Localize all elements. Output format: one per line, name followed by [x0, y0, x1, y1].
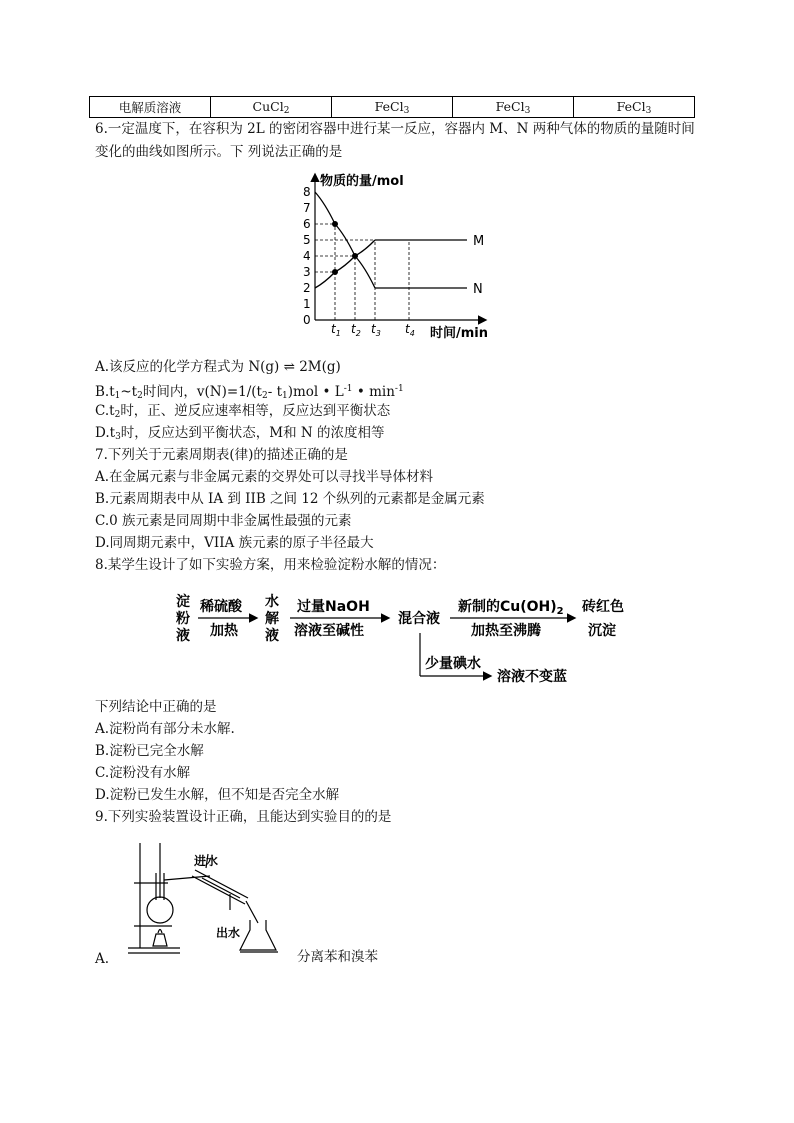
flow-step3-top: 新制的$Cu(OH)_2$ [458, 599, 564, 617]
q9-option-a-letter: A. [95, 951, 110, 967]
q6-option-b: $B.t_1\sim t_2$时间内，$v(N)=1/(t_2-$ $t_1)mol$ • $L^{-1}$ • $\min^{-1}$ [95, 384, 404, 401]
table-cell: FeCl$_3$ [453, 97, 574, 118]
q8-option-a: A.淀粉尚有部分未水解. [95, 721, 235, 737]
flow-mid-2: 解 [265, 611, 279, 627]
y-tick-label: 5 [303, 233, 311, 247]
flow-branch-label: 少量碘水 [425, 656, 481, 672]
y-tick-label: 3 [303, 265, 311, 279]
flow-end1-line2: 沉淀 [588, 623, 616, 639]
q8-option-b: B.淀粉已完全水解 [95, 743, 204, 759]
flow-mixture: 混合液 [398, 611, 440, 627]
y-tick-label: 8 [303, 185, 311, 199]
x-tick-label: $t_1$ [331, 322, 341, 338]
q6-option-a: A.该反应的化学方程式为 N(g) ⇌ 2M(g) [95, 359, 341, 375]
flow-start-3: 液 [176, 628, 190, 644]
mole-time-chart [290, 165, 510, 345]
flow-end2: 溶液不变蓝 [497, 669, 567, 685]
flow-step1-bottom: 加热 [210, 623, 238, 639]
flow-step1-top: 稀硫酸 [200, 599, 242, 615]
q8-option-c: C.淀粉没有水解 [95, 765, 191, 781]
q8-stem: 8.某学生设计了如下实验方案，用来检验淀粉水解的情况： [95, 557, 446, 573]
q6-option-d: $D.t_3$时，反应达到平衡状态，M和 N 的浓度相等 [95, 425, 385, 442]
table-cell: FeCl$_3$ [574, 97, 695, 118]
table-cell: FeCl$_3$ [332, 97, 453, 118]
flow-step3-bottom: 加热至沸腾 [471, 623, 541, 639]
x-axis-label: 时间/min [430, 326, 489, 341]
y-tick-label: 1 [303, 297, 311, 311]
y-axis-label: 物质的量/mol [320, 174, 404, 189]
water-in-label: 进水 [194, 854, 219, 868]
water-out-label: 出水 [216, 926, 241, 940]
y-tick-label: 6 [303, 217, 311, 231]
flow-end1-line1: 砖红色 [582, 599, 624, 615]
q7-option-d: D.同周期元素中，VIIA 族元素的原子半径最大 [95, 535, 374, 551]
q9-option-a-text: 分离苯和溴苯 [297, 949, 378, 965]
x-tick-label: $t_4$ [405, 322, 415, 338]
table-cell: CuCl$_2$ [211, 97, 332, 118]
series-n-label: N [473, 282, 483, 297]
distillation-apparatus [120, 838, 290, 963]
flow-step2-top: 过量NaOH [297, 599, 370, 615]
flow-start-1: 淀 [176, 594, 190, 610]
series-m-label: M [473, 234, 485, 249]
flow-step2-bottom: 溶液至碱性 [294, 623, 364, 639]
series-m-curve [315, 240, 375, 288]
q7-stem: 7.下列关于元素周期表(律)的描述正确的是 [95, 447, 348, 463]
q7-option-c: C.0 族元素是同周期中非金属性最强的元素 [95, 513, 352, 529]
q7-option-a: A.在金属元素与非金属元素的交界处可以寻找半导体材料 [95, 469, 434, 485]
table-header-cell: 电解质溶液 [90, 97, 211, 118]
flow-mid-1: 水 [265, 594, 279, 610]
data-point-dot [332, 221, 338, 227]
y-tick-label: 0 [303, 313, 311, 327]
data-point-dot [352, 253, 358, 259]
q7-option-b: B.元素周期表中从 IA 到 IIB 之间 12 个纵列的元素都是金属元素 [95, 491, 485, 507]
electrolyte-table [89, 96, 695, 118]
q6-stem-line2: 变化的曲线如图所示。下 列说法正确的是 [95, 144, 343, 160]
q6-option-c: $C.t_2$时，正、逆反应速率相等，反应达到平衡状态 [95, 403, 391, 420]
q9-stem: 9.下列实验装置设计正确，且能达到实验目的的是 [95, 809, 392, 825]
flow-start-2: 粉 [176, 611, 190, 627]
starch-hydrolysis-flowchart [170, 588, 640, 688]
q6-stem-line1: 6.一定温度下，在容积为 2L 的密闭容器中进行某一反应，容器内 M、N 两种气体的物质的量随时间 [95, 121, 695, 137]
flow-mid-3: 液 [265, 628, 279, 644]
y-tick-label: 7 [303, 201, 311, 215]
x-tick-label: $t_3$ [371, 322, 381, 338]
y-tick-label: 2 [303, 281, 311, 295]
x-tick-label: $t_2$ [351, 322, 361, 338]
q8-conclusion: 下列结论中正确的是 [95, 699, 217, 715]
q8-option-d: D.淀粉已发生水解，但不知是否完全水解 [95, 787, 340, 803]
y-tick-label: 4 [303, 249, 311, 263]
data-point-dot [332, 269, 338, 275]
